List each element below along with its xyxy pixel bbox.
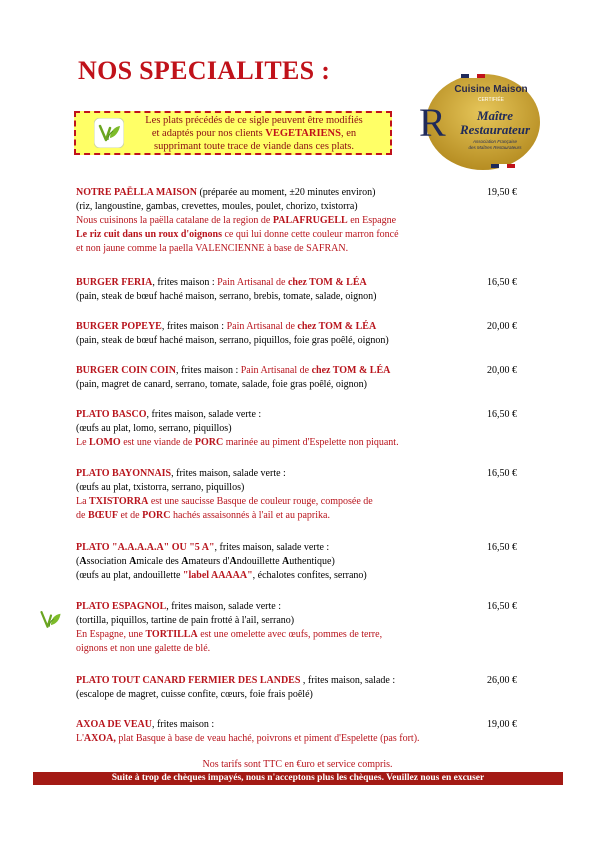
item-price: 16,50 € xyxy=(487,542,517,553)
menu-item: BURGER COIN COIN, frites maison : Pain Artisanal de chez TOM & LÉA 20,00 € (pain, magret de canard, serrano, tomate, salade, foie gras poêlé, oignon) xyxy=(76,365,517,390)
menu-item: BURGER FERIA, frites maison : Pain Artisanal de chez TOM & LÉA 16,50 € (pain, steak de bœuf haché maison, serrano, brebis, tomate, salade, oignon) xyxy=(76,277,517,302)
menu-item: PLATO TOUT CANARD FERMIER DES LANDES , frites maison, salade : 26,00 € (escalope de magret, cuisse confite, cœurs, foie frais poêlé) xyxy=(76,675,517,700)
badge-main-line1: Maître xyxy=(476,108,514,123)
item-price: 26,00 € xyxy=(487,675,517,686)
badge-monogram: R xyxy=(419,100,446,145)
menu-item: PLATO "A.A.A.A.A" OU "5 A", frites maison, salade verte : 16,50 € (Association Amicale des Amateurs d'Andouillette Authentique) (œufs au plat, andouillette "label AAAAA", échalotes confites, serrano) xyxy=(76,542,517,581)
item-price: 16,50 € xyxy=(487,409,517,420)
page-title: NOS SPECIALITES : xyxy=(78,56,331,85)
badge-top-text: Cuisine Maison xyxy=(454,84,528,95)
menu-item: PLATO BAYONNAIS, frites maison, salade verte : 16,50 € (œufs au plat, txistorra, serrano, piquillos) La TXISTORRA est une saucisse Basque de couleur rouge, composée de de BŒUF et de PORC hachés assaisonnés à l'ail et au paprika. xyxy=(76,468,517,521)
item-price: 16,50 € xyxy=(487,601,517,612)
vegetarian-note-box xyxy=(74,111,392,155)
badge-certified-text: CERTIFIÉE xyxy=(477,97,505,103)
item-price: 20,00 € xyxy=(487,321,517,332)
cheque-warning-banner: Suite à trop de chèques impayés, nous n'acceptons plus les chèques. Veuillez nous en excuser xyxy=(33,772,563,785)
badge-main-line2: Restaurateur xyxy=(459,122,531,137)
item-price: 16,50 € xyxy=(487,277,517,288)
badge-sub-line1: Association Française xyxy=(472,139,518,144)
item-price: 19,00 € xyxy=(487,719,517,730)
menu-item: PLATO ESPAGNOL, frites maison, salade verte : 16,50 € (tortilla, piquillos, tartine de pain frotté à l'ail, serrano) En Espagne, une TORTILLA est une omelette avec œufs, pommes de terre, oignons et non une galette de blé. xyxy=(76,601,517,654)
vegetarian-leaf-icon xyxy=(94,118,124,148)
item-price: 19,50 € xyxy=(487,187,517,198)
menu-item: AXOA DE VEAU, frites maison : 19,00 € L'AXOA, plat Basque à base de veau haché, poivrons et piment d'Espelette (pas fort). xyxy=(76,719,517,744)
item-price: 20,00 € xyxy=(487,365,517,376)
menu-item: PLATO BASCO, frites maison, salade verte : 16,50 € (œufs au plat, lomo, serrano, piquillos) Le LOMO est une viande de PORC marinée au piment d'Espelette non piquant. xyxy=(76,409,517,448)
menu-item: BURGER POPEYE, frites maison : Pain Artisanal de chez TOM & LÉA 20,00 € (pain, steak de bœuf haché maison, serrano, piquillos, foie gras poêlé, oignon) xyxy=(76,321,517,346)
badge-sub-line2: des Maîtres Restaurateurs xyxy=(468,145,522,150)
vegetarian-note-text: Les plats précédés de ce sigle peuvent être modifiés et adaptés pour nos clients VEGETARIENS, en supprimant toute trace de viande dans ces plats. xyxy=(145,114,363,152)
maitre-restaurateur-badge xyxy=(405,72,545,172)
item-price: 16,50 € xyxy=(487,468,517,479)
price-note: Nos tarifs sont TTC en €uro et service compris. xyxy=(202,759,393,770)
vegetarian-leaf-icon xyxy=(38,606,64,632)
menu-item: NOTRE PAËLLA MAISON (préparée au moment, ±20 minutes environ) 19,50 € (riz, langoustine, gambas, crevettes, moules, poulet, chorizo, txistorra) Nous cuisinons la paëlla catalane de la region de PALAFRUGELL en Espagne Le riz cuit dans un roux d'oignons ce qui lui donne cette couleur marron foncé et non jaune comme la paella VALENCIENNE à base de SAFRAN. xyxy=(76,187,517,254)
